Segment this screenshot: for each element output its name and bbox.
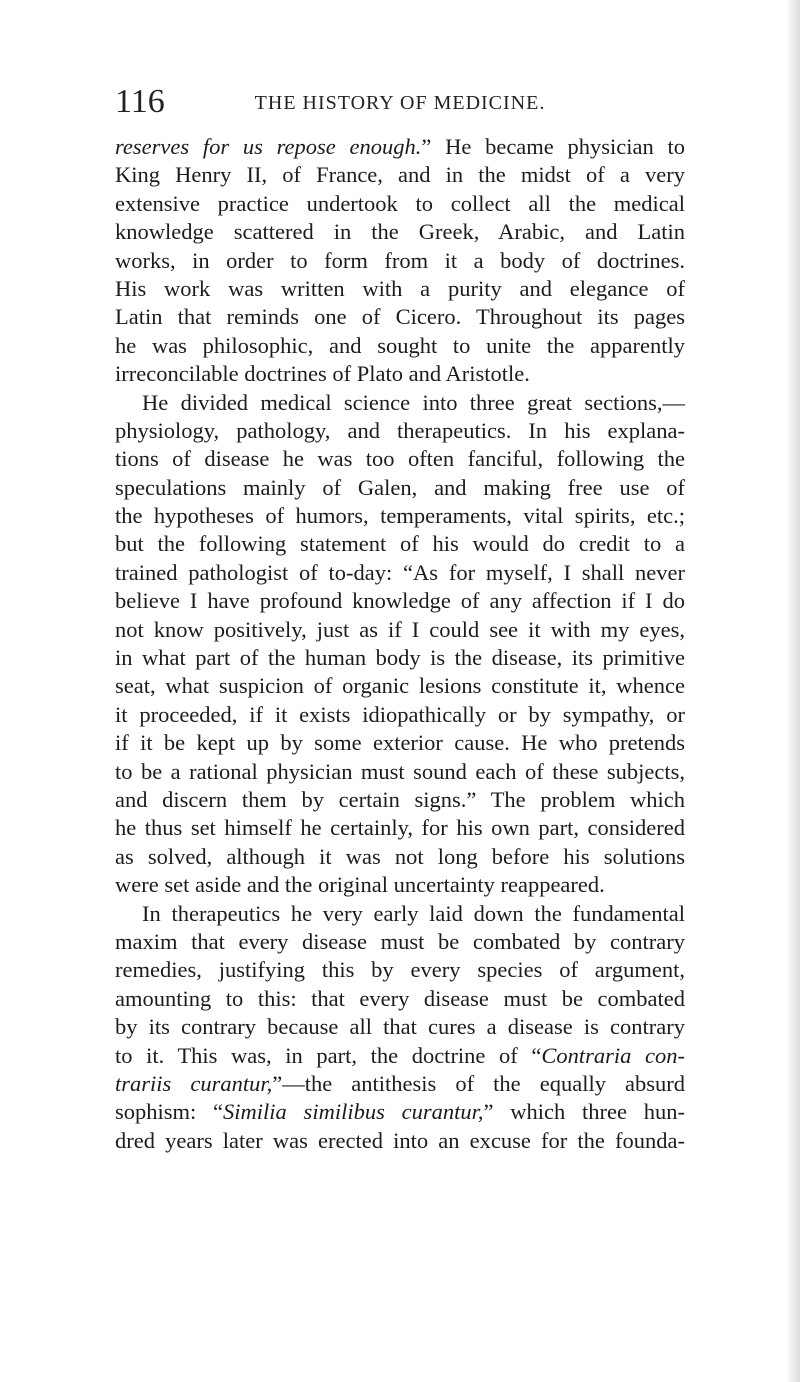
text-line xyxy=(115,814,685,842)
text-segment: to it. This was, in part, the doctrine of “ xyxy=(115,1042,542,1068)
text-line xyxy=(115,360,685,388)
text-segment: King Henry II, of France, and in the midst of a very xyxy=(115,162,685,188)
italic-text-segment: Contraria con- xyxy=(541,1042,685,1068)
italic-text-segment: reserves for us repose enough. xyxy=(115,134,422,159)
text-segment: irreconcilable doctrines of Plato and Aristotle. xyxy=(115,361,530,387)
text-segment: as solved, although it was not long before his solutions xyxy=(115,843,685,869)
text-segment: and discern them by certain signs.” The problem which xyxy=(115,786,685,812)
text-segment: believe I have profound knowledge of any affection if I do xyxy=(115,588,685,614)
text-line xyxy=(115,786,685,814)
text-line xyxy=(115,1098,685,1126)
text-line xyxy=(115,956,685,984)
running-head: THE HISTORY OF MEDICINE. xyxy=(254,92,546,114)
text-line xyxy=(115,247,685,275)
text-segment: seat, what suspicion of organic lesions constitute it, whence xyxy=(115,673,685,699)
text-line xyxy=(115,1127,685,1155)
text-segment: he was philosophic, and sought to unite the apparently xyxy=(115,332,685,358)
text-segment: not know positively, just as if I could see it with my eyes, xyxy=(115,616,685,642)
text-line xyxy=(115,616,685,644)
text-segment: sophism: “ xyxy=(115,1099,224,1125)
text-segment: remedies, justifying this by every species of argument, xyxy=(115,957,685,983)
text-line xyxy=(115,161,685,189)
text-line xyxy=(115,672,685,700)
text-line xyxy=(115,729,685,757)
text-segment: it proceeded, if it exists idiopathically or by sympathy, or xyxy=(115,701,685,727)
text-segment: dred years later was erected into an excuse for the founda- xyxy=(115,1127,685,1153)
text-segment: maxim that every disease must be combated by contrary xyxy=(115,928,685,954)
text-segment: ”—the antithesis of the equally absurd xyxy=(272,1070,686,1096)
text-line xyxy=(115,928,685,956)
text-segment: tions of disease he was too often fanciful, following the xyxy=(115,446,685,472)
italic-text-segment: trariis curantur, xyxy=(115,1070,273,1096)
page-number: 116 xyxy=(115,83,165,120)
text-line xyxy=(115,1013,685,1041)
text-line xyxy=(115,530,685,558)
text-line xyxy=(115,389,685,417)
text-line xyxy=(115,758,685,786)
page-header xyxy=(115,82,685,122)
text-segment: In therapeutics he very early laid down the fundamental xyxy=(142,900,685,926)
text-line xyxy=(115,275,685,303)
text-segment: physiology, pathology, and therapeutics. In his explana- xyxy=(115,417,685,443)
body-text xyxy=(115,133,685,1155)
text-segment: he thus set himself he certainly, for his own part, considered xyxy=(115,815,685,841)
text-segment: works, in order to form from it a body of doctrines. xyxy=(115,247,685,273)
text-line xyxy=(115,1042,685,1070)
text-segment: ” which three hun- xyxy=(483,1099,685,1125)
text-line xyxy=(115,417,685,445)
text-line xyxy=(115,445,685,473)
text-line xyxy=(115,303,685,331)
text-segment: the hypotheses of humors, temperaments, vital spirits, etc.; xyxy=(115,503,685,529)
text-segment: amounting to this: that every disease must be combated xyxy=(115,985,685,1011)
text-segment: speculations mainly of Galen, and making free use of xyxy=(115,474,685,500)
text-segment: He divided medical science into three great sections,— xyxy=(142,389,685,415)
text-line xyxy=(115,559,685,587)
text-segment: in what part of the human body is the disease, its primitive xyxy=(115,645,685,671)
text-segment: to be a rational physician must sound each of these subjects, xyxy=(115,758,685,784)
text-line xyxy=(115,474,685,502)
text-line xyxy=(115,133,685,161)
text-segment: if it be kept up by some exterior cause. He who pretends xyxy=(115,730,685,756)
text-line xyxy=(115,900,685,928)
page-edge-shadow xyxy=(786,0,800,1382)
text-segment: ” He became physician to xyxy=(421,134,685,159)
text-line xyxy=(115,843,685,871)
text-line xyxy=(115,587,685,615)
text-line xyxy=(115,502,685,530)
text-line xyxy=(115,985,685,1013)
text-line xyxy=(115,871,685,899)
text-segment: trained pathologist of to-day: “As for myself, I shall never xyxy=(115,559,685,585)
text-line xyxy=(115,644,685,672)
text-segment: knowledge scattered in the Greek, Arabic, and Latin xyxy=(115,219,685,245)
text-line xyxy=(115,190,685,218)
text-line xyxy=(115,218,685,246)
text-line xyxy=(115,332,685,360)
text-line xyxy=(115,701,685,729)
text-segment: were set aside and the original uncertainty reappeared. xyxy=(115,872,605,898)
italic-text-segment: Similia similibus curantur, xyxy=(223,1099,484,1125)
text-segment: Latin that reminds one of Cicero. Throughout its pages xyxy=(115,304,685,330)
text-segment: by its contrary because all that cures a disease is contrary xyxy=(115,1014,685,1040)
text-segment: extensive practice undertook to collect all the medical xyxy=(115,190,685,216)
text-segment: but the following statement of his would do credit to a xyxy=(115,531,685,557)
text-segment: His work was written with a purity and elegance of xyxy=(115,275,685,301)
text-line xyxy=(115,1070,685,1098)
